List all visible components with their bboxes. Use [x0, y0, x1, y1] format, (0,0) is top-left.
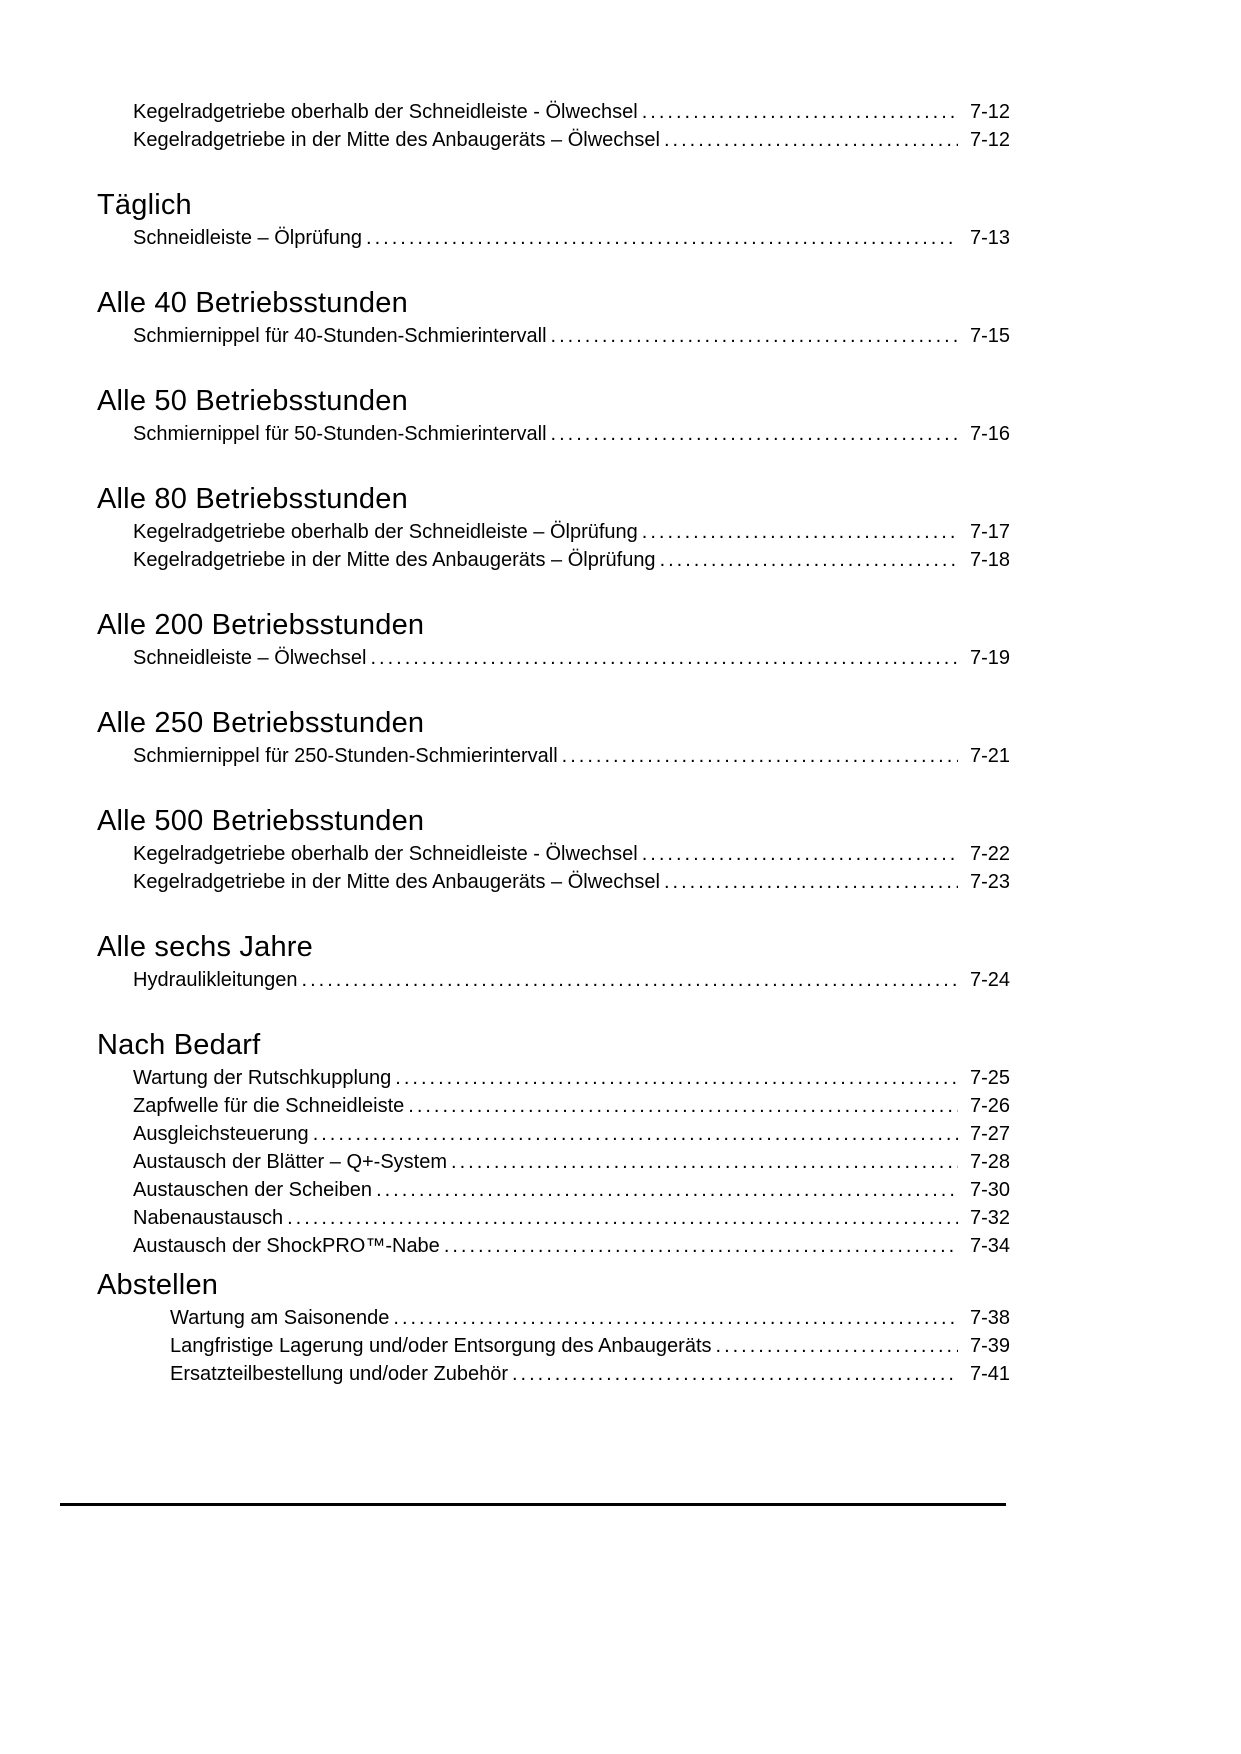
entry-page-number: 7-22 — [969, 843, 1010, 865]
entry-page-number: 7-41 — [969, 1363, 1010, 1385]
toc-entry — [97, 644, 1010, 672]
entry-page-number: 7-19 — [969, 647, 1010, 669]
dot-leader — [562, 742, 958, 770]
entry-page-number: 7-18 — [969, 549, 1010, 571]
entry-title: Kegelradgetriebe oberhalb der Schneidleiste - Ölwechsel — [133, 101, 638, 123]
entry-page-number: 7-24 — [969, 969, 1010, 991]
entry-title: Austausch der Blätter – Q+-System — [133, 1151, 448, 1173]
entry-title: Ersatzteilbestellung und/oder Zubehör — [170, 1363, 508, 1385]
dot-leader — [287, 1204, 958, 1232]
toc-section — [97, 804, 1010, 896]
dot-leader — [642, 518, 958, 546]
entry-page-number: 7-38 — [969, 1307, 1010, 1329]
entry-title: Hydraulikleitungen — [133, 969, 298, 991]
entry-title: Austausch der ShockPRO™-Nabe — [133, 1235, 440, 1257]
entry-page-number: 7-12 — [969, 101, 1010, 123]
toc-entry — [97, 840, 1010, 868]
toc-section — [97, 608, 1010, 672]
toc-section — [97, 188, 1010, 252]
section-heading: Alle 500 Betriebsstunden — [97, 805, 425, 837]
entry-title: Wartung am Saisonende — [170, 1307, 390, 1329]
dot-leader — [444, 1232, 958, 1260]
section-heading: Alle 200 Betriebsstunden — [97, 609, 425, 641]
entry-title: Schneidleiste – Ölwechsel — [133, 647, 367, 669]
entry-title: Austauschen der Scheiben — [133, 1179, 373, 1201]
entry-page-number: 7-39 — [969, 1335, 1010, 1357]
entry-page-number: 7-27 — [969, 1123, 1010, 1145]
entry-title: Wartung der Rutschkupplung — [133, 1067, 392, 1089]
dot-leader — [408, 1092, 958, 1120]
toc-entry — [97, 1092, 1010, 1120]
section-entries — [97, 1064, 1010, 1260]
toc-entry — [97, 1304, 1010, 1332]
section-heading: Alle 250 Betriebsstunden — [97, 707, 425, 739]
dot-leader — [664, 868, 958, 896]
toc-entry — [97, 224, 1010, 252]
dot-leader — [395, 1064, 958, 1092]
toc-entry — [97, 742, 1010, 770]
toc-section — [97, 930, 1010, 994]
toc-entry — [97, 126, 1010, 154]
section-heading: Alle 80 Betriebsstunden — [97, 483, 408, 515]
entry-page-number: 7-28 — [969, 1151, 1010, 1173]
toc-entry — [97, 1176, 1010, 1204]
entry-page-number: 7-21 — [969, 745, 1010, 767]
section-entries — [97, 840, 1010, 896]
entry-title: Nabenaustausch — [133, 1207, 284, 1229]
toc-section — [97, 482, 1010, 574]
entry-title: Schmiernippel für 50-Stunden-Schmierintervall — [133, 423, 547, 445]
dot-leader — [370, 644, 958, 672]
entry-page-number: 7-17 — [969, 521, 1010, 543]
section-entries — [97, 322, 1010, 350]
section-entries — [97, 742, 1010, 770]
entry-title: Kegelradgetriebe in der Mitte des Anbaugeräts – Ölprüfung — [133, 549, 656, 571]
dot-leader — [642, 840, 958, 868]
dot-leader — [451, 1148, 958, 1176]
toc-entry — [97, 1148, 1010, 1176]
toc-entry — [97, 868, 1010, 896]
toc-entry — [97, 1232, 1010, 1260]
entry-page-number: 7-26 — [969, 1095, 1010, 1117]
dot-leader — [313, 1120, 958, 1148]
dot-leader — [551, 420, 958, 448]
section-entries — [97, 518, 1010, 574]
section-heading: Alle sechs Jahre — [97, 931, 313, 963]
dot-leader — [512, 1360, 958, 1388]
entry-page-number: 7-12 — [969, 129, 1010, 151]
entry-title: Langfristige Lagerung und/oder Entsorgung des Anbaugeräts — [170, 1335, 712, 1357]
entry-title: Schneidleiste – Ölprüfung — [133, 227, 363, 249]
toc-entry — [97, 1204, 1010, 1232]
entry-page-number: 7-34 — [969, 1235, 1010, 1257]
entry-page-number: 7-30 — [969, 1179, 1010, 1201]
toc-section — [97, 1028, 1010, 1260]
entry-page-number: 7-32 — [969, 1207, 1010, 1229]
section-heading: Nach Bedarf — [97, 1029, 261, 1061]
toc-section — [97, 286, 1010, 350]
entry-title: Zapfwelle für die Schneidleiste — [133, 1095, 405, 1117]
toc-entry — [97, 322, 1010, 350]
dot-leader — [642, 98, 958, 126]
section-heading: Alle 40 Betriebsstunden — [97, 287, 408, 319]
continued-entries — [97, 98, 1010, 154]
entry-title: Kegelradgetriebe in der Mitte des Anbaugeräts – Ölwechsel — [133, 129, 660, 151]
toc-entry — [97, 966, 1010, 994]
dot-leader — [716, 1332, 958, 1360]
toc-section — [97, 706, 1010, 770]
entry-title: Kegelradgetriebe in der Mitte des Anbaugeräts – Ölwechsel — [133, 871, 660, 893]
toc-entry — [97, 1120, 1010, 1148]
entry-title: Ausgleichsteuerung — [133, 1123, 309, 1145]
dot-leader — [376, 1176, 958, 1204]
section-heading: Abstellen — [97, 1269, 219, 1301]
toc-sections — [97, 188, 1010, 1388]
dot-leader — [366, 224, 958, 252]
entry-page-number: 7-13 — [969, 227, 1010, 249]
section-heading: Alle 50 Betriebsstunden — [97, 385, 408, 417]
section-entries — [97, 420, 1010, 448]
dot-leader — [664, 126, 958, 154]
section-entries — [97, 966, 1010, 994]
toc-section — [97, 384, 1010, 448]
entry-title: Kegelradgetriebe oberhalb der Schneidleiste - Ölwechsel — [133, 843, 638, 865]
entry-title: Schmiernippel für 250-Stunden-Schmierintervall — [133, 745, 558, 767]
toc-entry — [97, 518, 1010, 546]
toc-section — [97, 1268, 1010, 1388]
section-entries — [97, 224, 1010, 252]
toc-entry — [97, 1064, 1010, 1092]
section-entries — [97, 644, 1010, 672]
dot-leader — [393, 1304, 958, 1332]
dot-leader — [660, 546, 958, 574]
entry-page-number: 7-16 — [969, 423, 1010, 445]
entry-page-number: 7-23 — [969, 871, 1010, 893]
toc-entry — [97, 420, 1010, 448]
toc-entry — [97, 546, 1010, 574]
toc-entry — [97, 1360, 1010, 1388]
dot-leader — [302, 966, 958, 994]
section-heading: Täglich — [97, 189, 192, 221]
entry-title: Schmiernippel für 40-Stunden-Schmierintervall — [133, 325, 547, 347]
entry-page-number: 7-15 — [969, 325, 1010, 347]
entry-page-number: 7-25 — [969, 1067, 1010, 1089]
entry-title: Kegelradgetriebe oberhalb der Schneidleiste – Ölprüfung — [133, 521, 638, 543]
toc-entry — [97, 98, 1010, 126]
toc-entry — [97, 1332, 1010, 1360]
dot-leader — [551, 322, 958, 350]
section-entries — [97, 1304, 1010, 1388]
footer-rule — [60, 1503, 1006, 1506]
